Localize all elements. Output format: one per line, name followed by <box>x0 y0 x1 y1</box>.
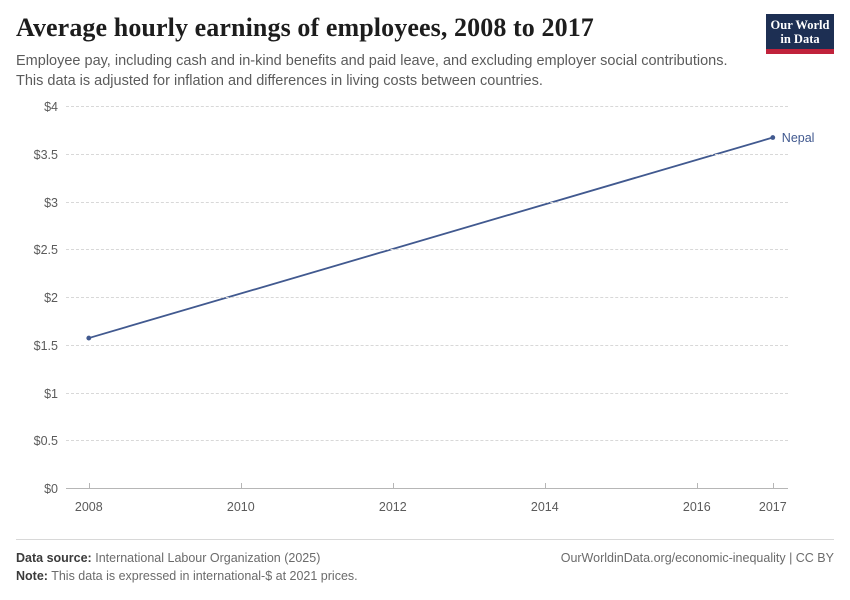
x-axis-tick-label: 2008 <box>74 500 103 514</box>
x-axis-tick-label: 2016 <box>682 500 711 514</box>
page-title: Average hourly earnings of employees, 2008 to 2017 <box>16 13 594 42</box>
y-gridline <box>33 434 788 449</box>
x-axis-tick-mark <box>241 483 242 488</box>
y-axis-tick-label: $1 <box>44 386 58 401</box>
y-axis-tick-label: $3 <box>44 195 58 210</box>
chart-note <box>16 567 834 586</box>
series-endpoint-marker <box>86 336 91 341</box>
y-axis-tick-label: $1.5 <box>33 338 58 353</box>
series-line-nepal <box>89 138 773 339</box>
chart-footer <box>16 539 834 587</box>
x-axis-tick-label: 2012 <box>378 500 407 514</box>
y-gridline <box>44 482 788 496</box>
y-axis-tick-label: $0 <box>44 482 58 496</box>
chart-subtitle: Employee pay, including cash and in-kind benefits and paid leave, and excluding employer social contributions. This data is adjusted for inflation and differences in living costs between countries. <box>16 52 728 89</box>
chart-header <box>16 14 834 91</box>
y-gridline <box>44 386 788 401</box>
x-axis-tick-label: 2014 <box>530 500 559 514</box>
y-gridline <box>44 195 788 210</box>
x-axis-tick-mark <box>89 483 90 488</box>
logo-line-2: in Data <box>780 32 820 46</box>
x-axis-tick-mark <box>773 483 774 488</box>
y-axis-tick-label: $2 <box>44 291 58 305</box>
data-source-value: International Labour Organization (2025) <box>95 550 321 565</box>
data-source <box>16 549 320 568</box>
y-gridline <box>33 338 788 353</box>
y-axis-tick-label: $0.5 <box>33 434 58 449</box>
y-axis-tick-label: $4 <box>44 100 58 114</box>
logo-line-1: Our World <box>770 18 830 32</box>
y-gridline <box>44 291 788 305</box>
x-axis-tick-mark <box>545 483 546 488</box>
y-axis-tick-label: $2.5 <box>33 243 58 258</box>
series-label-nepal[interactable]: Nepal <box>781 130 815 145</box>
y-axis-tick-label: $3.5 <box>33 147 58 162</box>
y-gridline <box>33 147 788 162</box>
x-axis-tick-mark <box>393 483 394 488</box>
our-world-in-data-logo[interactable] <box>766 14 834 54</box>
x-axis-tick-label: 2017 <box>758 500 787 514</box>
y-gridline <box>33 243 788 258</box>
data-source-label: Data source: <box>16 550 92 565</box>
series-endpoint-marker <box>770 135 775 140</box>
axis-frame <box>33 100 815 514</box>
attribution-link[interactable]: OurWorldinData.org/economic-inequality | CC BY <box>560 550 834 565</box>
y-gridline <box>44 100 788 114</box>
plot-area <box>16 100 834 520</box>
x-axis-tick-mark <box>697 483 698 488</box>
x-axis-tick-label: 2010 <box>226 500 255 514</box>
note-value: This data is expressed in international-$ at 2021 prices. <box>51 569 358 584</box>
note-label: Note: <box>16 569 48 584</box>
